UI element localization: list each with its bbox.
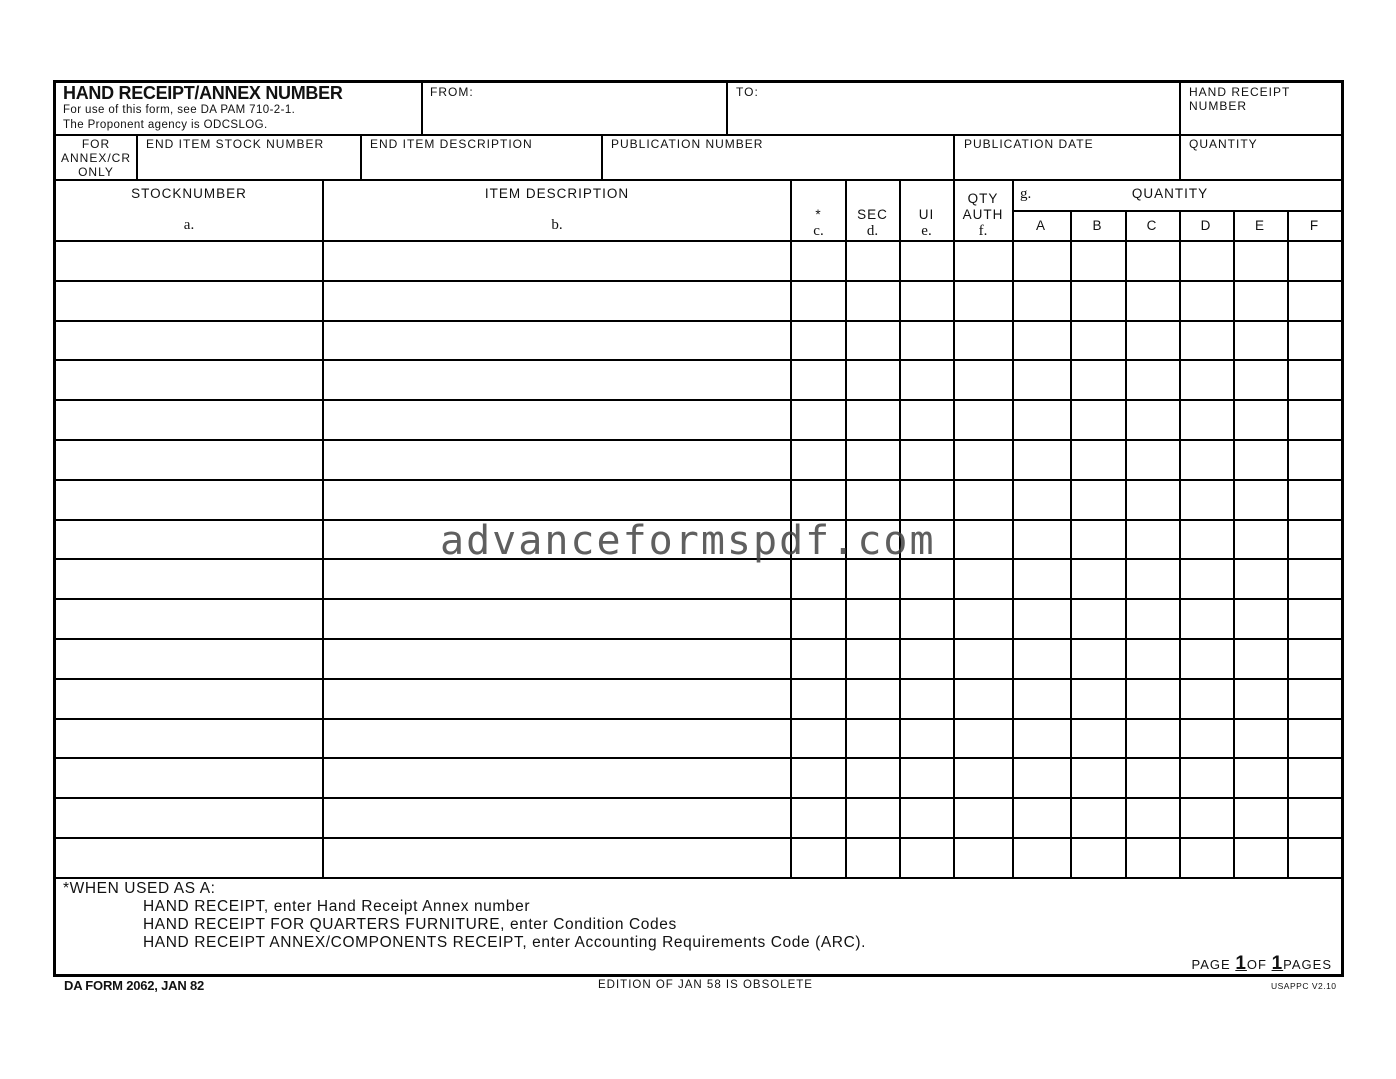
table-cell[interactable] — [847, 242, 898, 279]
table-cell[interactable] — [1014, 322, 1069, 359]
table-cell[interactable] — [955, 560, 1011, 597]
table-cell[interactable] — [1181, 521, 1232, 558]
footnote-line: HAND RECEIPT, enter Hand Receipt Annex number — [143, 898, 531, 915]
table-cell[interactable] — [57, 521, 321, 558]
table-cell[interactable] — [1289, 322, 1341, 359]
col-letter-d: d. — [866, 223, 879, 239]
table-cell[interactable] — [1127, 560, 1178, 597]
table-cell[interactable] — [1235, 282, 1286, 319]
table-cell[interactable] — [1289, 521, 1341, 558]
table-cell[interactable] — [1127, 481, 1178, 518]
table-cell[interactable] — [1289, 441, 1341, 478]
table-cell[interactable] — [1127, 282, 1178, 319]
table-cell[interactable] — [847, 799, 898, 836]
table-cell[interactable] — [1289, 799, 1341, 836]
page-total[interactable]: 1 — [1271, 953, 1284, 974]
table-cell[interactable] — [1072, 481, 1124, 518]
table-cell[interactable] — [1127, 600, 1178, 637]
table-cell[interactable] — [847, 839, 898, 876]
quantity-subcol-d: D — [1200, 218, 1212, 233]
table-cell[interactable] — [901, 361, 952, 398]
from-field[interactable] — [424, 100, 724, 134]
divider — [55, 179, 1342, 181]
footnote-heading: *WHEN USED AS A: — [63, 880, 216, 897]
table-cell[interactable] — [1181, 441, 1232, 478]
divider — [601, 135, 603, 179]
table-cell[interactable] — [1289, 242, 1341, 279]
table-cell[interactable] — [901, 481, 952, 518]
table-cell[interactable] — [955, 600, 1011, 637]
table-cell[interactable] — [1127, 720, 1178, 757]
table-cell[interactable] — [847, 720, 898, 757]
table-cell[interactable] — [792, 481, 844, 518]
table-cell[interactable] — [1127, 759, 1178, 796]
table-cell[interactable] — [1127, 521, 1178, 558]
table-cell[interactable] — [324, 720, 789, 757]
table-cell[interactable] — [324, 640, 789, 677]
end-item-description-label: END ITEM DESCRIPTION — [370, 137, 533, 151]
table-cell[interactable] — [1181, 401, 1232, 438]
table-cell[interactable] — [57, 560, 321, 597]
table-cell[interactable] — [901, 799, 952, 836]
table-cell[interactable] — [1072, 361, 1124, 398]
col-header-item-description: ITEM DESCRIPTION — [484, 186, 630, 201]
table-cell[interactable] — [324, 322, 789, 359]
table-cell[interactable] — [1127, 401, 1178, 438]
watermark: advanceformspdf.com — [440, 518, 936, 564]
table-cell[interactable] — [1235, 600, 1286, 637]
divider — [1179, 82, 1181, 135]
table-cell[interactable] — [1289, 839, 1341, 876]
table-cell[interactable] — [57, 401, 321, 438]
col-header-quantity: QUANTITY — [1131, 186, 1209, 201]
table-cell[interactable] — [324, 759, 789, 796]
table-cell[interactable] — [955, 481, 1011, 518]
quantity-subcol-a: A — [1035, 218, 1046, 233]
table-cell[interactable] — [57, 282, 321, 319]
table-cell[interactable] — [847, 759, 898, 796]
table-cell[interactable] — [1127, 322, 1178, 359]
table-cell[interactable] — [1235, 441, 1286, 478]
table-cell[interactable] — [1072, 322, 1124, 359]
table-cell[interactable] — [955, 640, 1011, 677]
table-cell[interactable] — [1235, 759, 1286, 796]
quantity-subcol-b: B — [1092, 218, 1103, 233]
table-cell[interactable] — [792, 600, 844, 637]
table-cell[interactable] — [1235, 640, 1286, 677]
row-line — [55, 877, 1342, 879]
table-cell[interactable] — [1289, 640, 1341, 677]
table-cell[interactable] — [1014, 799, 1069, 836]
table-cell[interactable] — [1014, 600, 1069, 637]
table-cell[interactable] — [1289, 361, 1341, 398]
hand-receipt-number-label: NUMBER — [1189, 99, 1248, 113]
table-cell[interactable] — [57, 799, 321, 836]
table-cell[interactable] — [1289, 720, 1341, 757]
table-cell[interactable] — [901, 680, 952, 717]
table-cell[interactable] — [792, 242, 844, 279]
table-cell[interactable] — [847, 282, 898, 319]
table-cell[interactable] — [1072, 680, 1124, 717]
table-cell[interactable] — [1014, 680, 1069, 717]
table-cell[interactable] — [324, 600, 789, 637]
for-annex-label: ANNEX/CR — [60, 151, 131, 165]
table-cell[interactable] — [57, 322, 321, 359]
col-header-qty: QTY — [967, 191, 999, 206]
table-cell[interactable] — [1072, 521, 1124, 558]
end-item-stock-number-field[interactable] — [139, 152, 358, 178]
table-cell[interactable] — [1181, 361, 1232, 398]
table-cell[interactable] — [57, 361, 321, 398]
table-cell[interactable] — [901, 720, 952, 757]
table-cell[interactable] — [1014, 401, 1069, 438]
publication-number-label: PUBLICATION NUMBER — [611, 137, 764, 151]
table-cell[interactable] — [324, 361, 789, 398]
end-item-description-field[interactable] — [363, 152, 599, 178]
table-cell[interactable] — [1127, 640, 1178, 677]
table-cell[interactable] — [324, 401, 789, 438]
table-cell[interactable] — [955, 680, 1011, 717]
divider — [421, 82, 423, 135]
table-cell[interactable] — [901, 640, 952, 677]
table-cell[interactable] — [792, 282, 844, 319]
col-letter-b: b. — [551, 217, 563, 233]
table-cell[interactable] — [1181, 640, 1232, 677]
table-cell[interactable] — [901, 759, 952, 796]
table-cell[interactable] — [955, 282, 1011, 319]
table-cell[interactable] — [57, 680, 321, 717]
table-cell[interactable] — [1235, 680, 1286, 717]
for-annex-label: ONLY — [78, 165, 114, 179]
table-cell[interactable] — [1181, 680, 1232, 717]
table-cell[interactable] — [1072, 401, 1124, 438]
table-cell[interactable] — [1072, 640, 1124, 677]
table-cell[interactable] — [1181, 242, 1232, 279]
table-cell[interactable] — [955, 799, 1011, 836]
quantity-subcol-e: E — [1254, 218, 1265, 233]
table-cell[interactable] — [1072, 560, 1124, 597]
table-cell[interactable] — [1014, 441, 1069, 478]
table-cell[interactable] — [955, 839, 1011, 876]
table-cell[interactable] — [1181, 560, 1232, 597]
end-item-stock-number-label: END ITEM STOCK NUMBER — [146, 137, 325, 151]
table-cell[interactable] — [1072, 839, 1124, 876]
table-cell[interactable] — [1181, 282, 1232, 319]
col-header-ui: UI — [918, 207, 935, 222]
table-cell[interactable] — [1072, 282, 1124, 319]
form-id: DA FORM 2062, JAN 82 — [64, 978, 205, 993]
of-label: OF — [1246, 957, 1267, 972]
divider — [726, 82, 728, 135]
divider — [953, 135, 955, 179]
table-cell[interactable] — [901, 322, 952, 359]
col-header-stock-number: STOCKNUMBER — [131, 186, 247, 201]
form-usage-note: For use of this form, see DA PAM 710-2-1. — [63, 104, 296, 116]
table-cell[interactable] — [1072, 600, 1124, 637]
table-cell[interactable] — [1072, 441, 1124, 478]
table-cell[interactable] — [847, 322, 898, 359]
table-cell[interactable] — [792, 640, 844, 677]
table-cell[interactable] — [901, 839, 952, 876]
table-cell[interactable] — [1181, 322, 1232, 359]
table-cell[interactable] — [792, 361, 844, 398]
table-cell[interactable] — [1181, 799, 1232, 836]
version-note: USAPPC V2.10 — [1271, 981, 1337, 991]
table-cell[interactable] — [1127, 242, 1178, 279]
table-cell[interactable] — [1127, 799, 1178, 836]
table-cell[interactable] — [57, 600, 321, 637]
table-cell[interactable] — [955, 401, 1011, 438]
table-cell[interactable] — [324, 481, 789, 518]
table-cell[interactable] — [1014, 361, 1069, 398]
table-cell[interactable] — [1289, 481, 1341, 518]
from-label: FROM: — [430, 85, 474, 99]
table-cell[interactable] — [1181, 759, 1232, 796]
page-current[interactable]: 1 — [1235, 953, 1247, 974]
table-cell[interactable] — [324, 441, 789, 478]
table-cell[interactable] — [1235, 322, 1286, 359]
table-cell[interactable] — [57, 720, 321, 757]
table-cell[interactable] — [1181, 839, 1232, 876]
table-cell[interactable] — [955, 441, 1011, 478]
table-cell[interactable] — [324, 839, 789, 876]
table-cell[interactable] — [1014, 720, 1069, 757]
table-cell[interactable] — [324, 799, 789, 836]
table-cell[interactable] — [792, 720, 844, 757]
table-cell[interactable] — [1014, 839, 1069, 876]
proponent-note: The Proponent agency is ODCSLOG. — [63, 119, 268, 131]
table-cell[interactable] — [1289, 600, 1341, 637]
table-cell[interactable] — [1072, 720, 1124, 757]
table-cell[interactable] — [1235, 481, 1286, 518]
table-cell[interactable] — [847, 600, 898, 637]
table-cell[interactable] — [1289, 282, 1341, 319]
table-cell[interactable] — [847, 361, 898, 398]
table-cell[interactable] — [1235, 560, 1286, 597]
table-cell[interactable] — [57, 441, 321, 478]
table-cell[interactable] — [1014, 560, 1069, 597]
to-label: TO: — [736, 85, 759, 99]
table-cell[interactable] — [1127, 839, 1178, 876]
table-cell[interactable] — [955, 361, 1011, 398]
publication-number-field[interactable] — [604, 152, 951, 178]
table-cell[interactable] — [847, 680, 898, 717]
col-header-sec: SEC — [857, 207, 888, 222]
col-letter-g: g. — [1020, 186, 1032, 202]
table-cell[interactable] — [57, 759, 321, 796]
form-title: HAND RECEIPT/ANNEX NUMBER — [63, 83, 343, 103]
table-cell[interactable] — [955, 720, 1011, 757]
table-cell[interactable] — [1072, 242, 1124, 279]
table-cell[interactable] — [1014, 481, 1069, 518]
pages-label: PAGES — [1283, 957, 1332, 972]
table-cell[interactable] — [1127, 441, 1178, 478]
divider — [136, 135, 138, 179]
table-cell[interactable] — [901, 242, 952, 279]
col-header-auth: AUTH — [962, 207, 1004, 222]
publication-date-field[interactable] — [956, 152, 1177, 178]
table-cell[interactable] — [1014, 640, 1069, 677]
table-cell[interactable] — [1014, 759, 1069, 796]
table-cell[interactable] — [792, 799, 844, 836]
table-cell[interactable] — [1289, 401, 1341, 438]
table-cell[interactable] — [1235, 401, 1286, 438]
table-cell[interactable] — [1235, 521, 1286, 558]
table-cell[interactable] — [324, 242, 789, 279]
quantity-field[interactable] — [1182, 152, 1340, 178]
table-cell[interactable] — [57, 481, 321, 518]
hand-receipt-number-field[interactable] — [1182, 113, 1340, 134]
table-cell[interactable] — [847, 560, 898, 597]
for-annex-label: FOR — [81, 137, 111, 151]
table-cell[interactable] — [1235, 720, 1286, 757]
to-field[interactable] — [729, 100, 1177, 134]
table-cell[interactable] — [1014, 282, 1069, 319]
quantity-subcol-c: C — [1146, 218, 1158, 233]
table-cell[interactable] — [847, 481, 898, 518]
col-letter-e: e. — [921, 223, 932, 239]
table-cell[interactable] — [792, 759, 844, 796]
divider — [360, 135, 362, 179]
table-cell[interactable] — [847, 441, 898, 478]
table-cell[interactable] — [1235, 361, 1286, 398]
table-cell[interactable] — [955, 521, 1011, 558]
table-cell[interactable] — [1127, 680, 1178, 717]
table-cell[interactable] — [1127, 361, 1178, 398]
col-letter-c: c. — [813, 223, 824, 239]
col-letter-a: a. — [183, 217, 195, 233]
table-cell[interactable] — [792, 839, 844, 876]
hand-receipt-number-label: HAND RECEIPT — [1189, 85, 1291, 99]
table-cell[interactable] — [1072, 759, 1124, 796]
table-cell[interactable] — [1181, 720, 1232, 757]
divider — [55, 134, 1342, 136]
table-cell[interactable] — [792, 441, 844, 478]
table-cell[interactable] — [1181, 481, 1232, 518]
table-cell[interactable] — [792, 560, 844, 597]
table-cell[interactable] — [1014, 521, 1069, 558]
page-label: PAGE — [1191, 957, 1231, 972]
table-cell[interactable] — [901, 282, 952, 319]
table-cell[interactable] — [57, 242, 321, 279]
table-cell[interactable] — [955, 242, 1011, 279]
table-cell[interactable] — [847, 401, 898, 438]
table-cell[interactable] — [1235, 839, 1286, 876]
table-cell[interactable] — [1014, 242, 1069, 279]
col-header-star: * — [815, 207, 822, 222]
col-letter-f: f. — [978, 223, 988, 239]
quantity-subcol-f: F — [1309, 218, 1320, 233]
table-cell[interactable] — [1289, 680, 1341, 717]
table-cell[interactable] — [1072, 799, 1124, 836]
table-cell[interactable] — [792, 680, 844, 717]
table-cell[interactable] — [901, 600, 952, 637]
table-cell[interactable] — [324, 282, 789, 319]
table-cell[interactable] — [324, 560, 789, 597]
publication-date-label: PUBLICATION DATE — [964, 137, 1094, 151]
table-cell[interactable] — [324, 680, 789, 717]
table-cell[interactable] — [1289, 759, 1341, 796]
table-cell[interactable] — [901, 401, 952, 438]
table-cell[interactable] — [1289, 560, 1341, 597]
table-cell[interactable] — [901, 560, 952, 597]
edition-note: EDITION OF JAN 58 IS OBSOLETE — [598, 979, 813, 991]
table-cell[interactable] — [1181, 600, 1232, 637]
table-cell[interactable] — [955, 759, 1011, 796]
table-cell[interactable] — [792, 401, 844, 438]
quantity-label: QUANTITY — [1189, 137, 1258, 151]
table-cell[interactable] — [955, 322, 1011, 359]
footnote-line: HAND RECEIPT ANNEX/COMPONENTS RECEIPT, enter Accounting Requirements Code (ARC). — [143, 934, 867, 951]
table-cell[interactable] — [57, 839, 321, 876]
table-cell[interactable] — [847, 640, 898, 677]
table-cell[interactable] — [1235, 799, 1286, 836]
footnote-line: HAND RECEIPT FOR QUARTERS FURNITURE, enter Condition Codes — [143, 916, 677, 933]
divider — [1179, 135, 1181, 179]
table-cell[interactable] — [792, 322, 844, 359]
page-indicator — [1192, 953, 1332, 975]
table-cell[interactable] — [1235, 242, 1286, 279]
table-cell[interactable] — [57, 640, 321, 677]
divider — [1012, 210, 1342, 212]
table-cell[interactable] — [901, 441, 952, 478]
